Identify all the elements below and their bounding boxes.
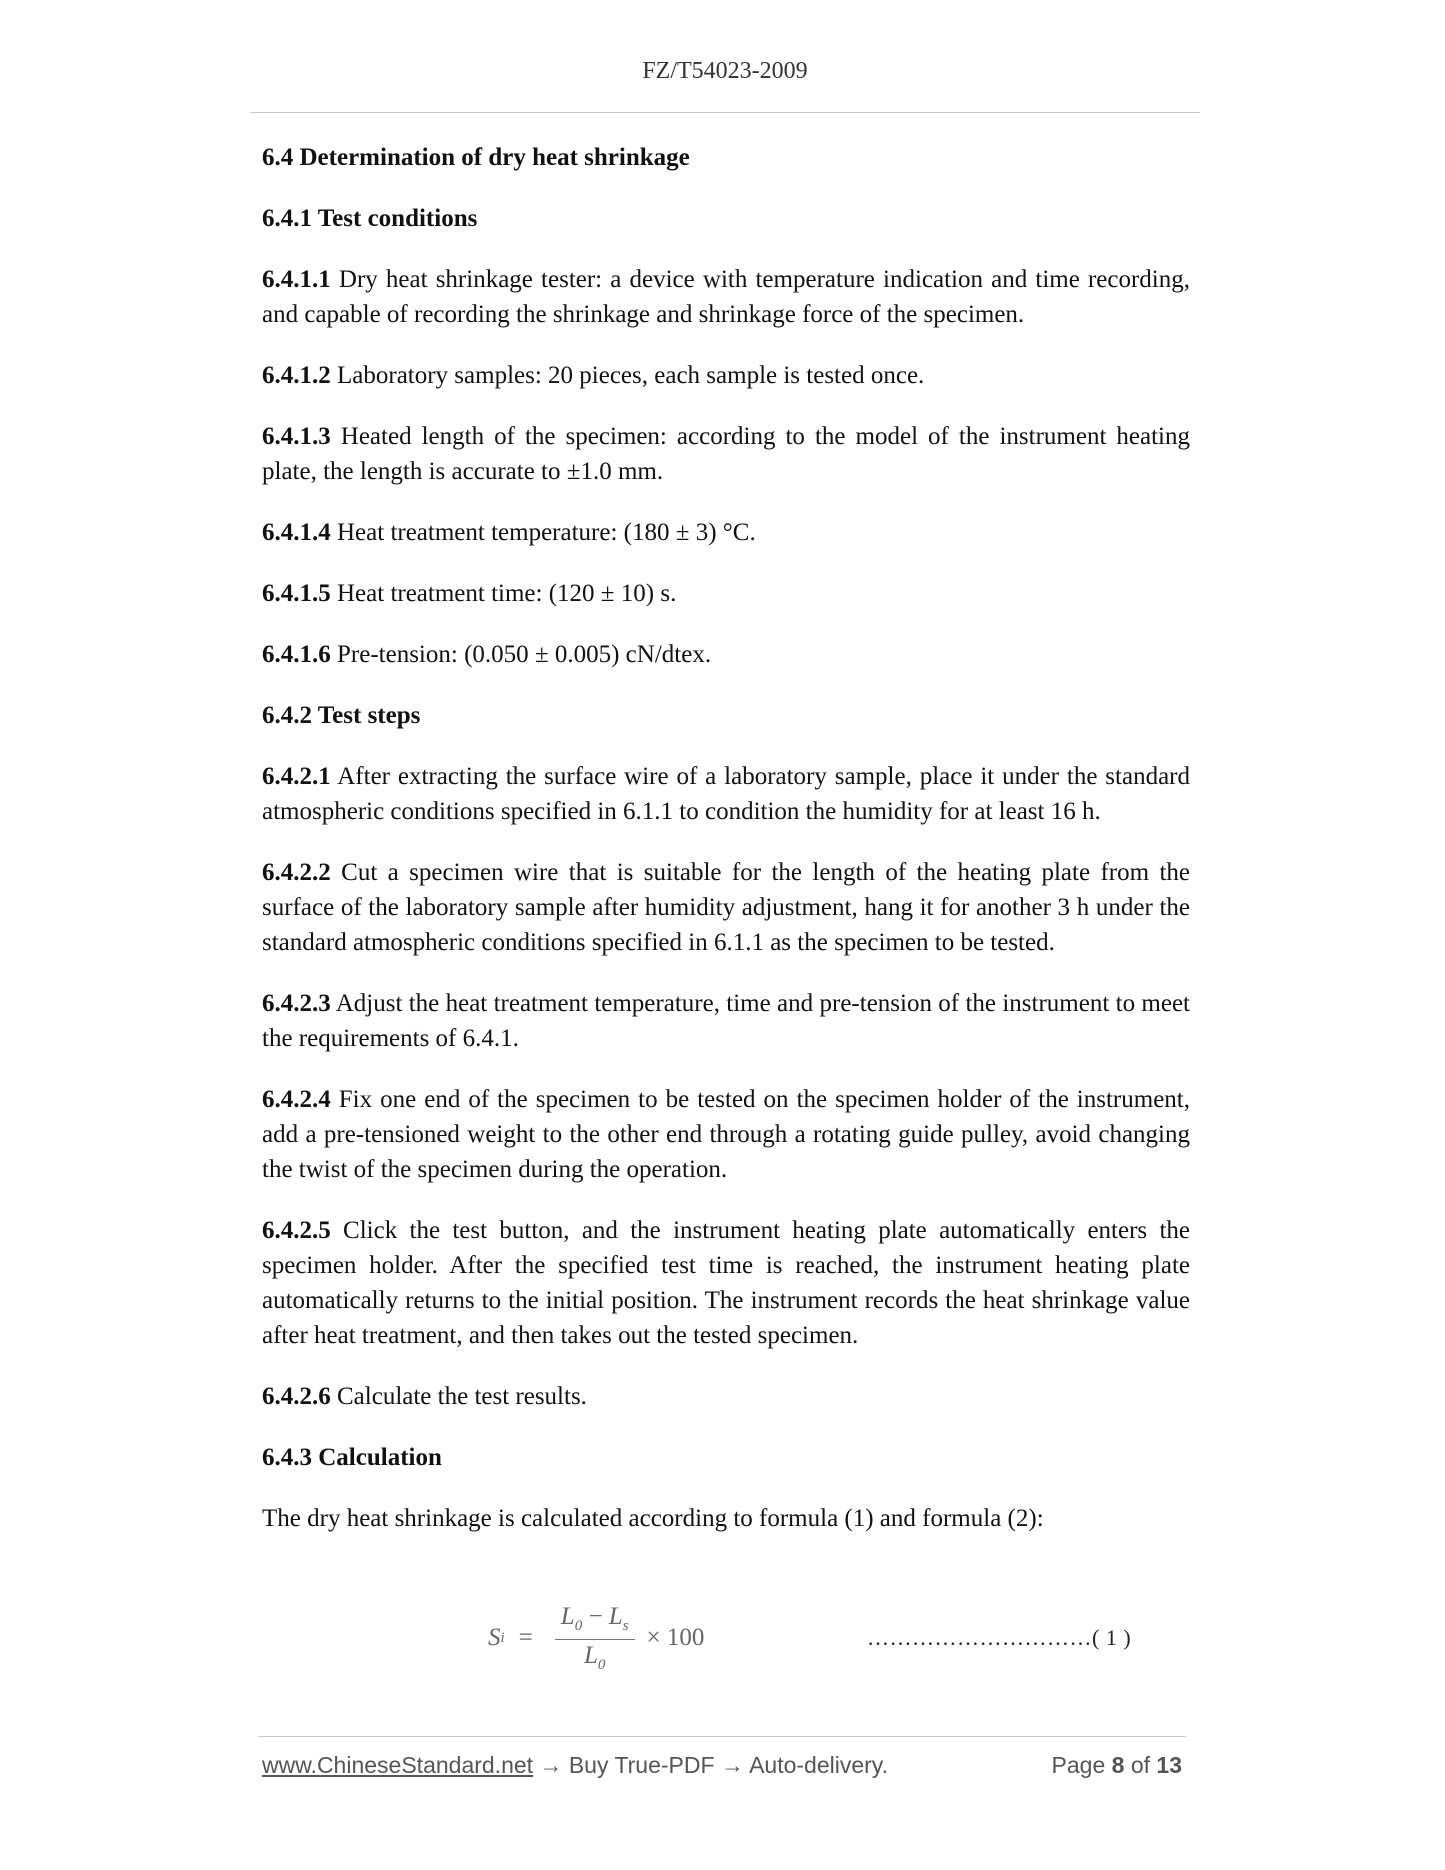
clause-text: Fix one end of the specimen to be tested on the specimen holder of the instrument, add a pre-tensioned weight to the other end through a rotating guide pulley, avoid changing the twist of the specimen during the operation. bbox=[262, 1086, 1190, 1183]
clause-6-4-2-3 bbox=[262, 986, 1190, 1056]
fraction-numerator bbox=[555, 1603, 635, 1640]
site-link[interactable]: www.ChineseStandard.net bbox=[262, 1752, 534, 1778]
clause-number: 6.4.2.2 bbox=[262, 859, 331, 886]
header-divider bbox=[250, 112, 1200, 113]
fraction-denominator bbox=[584, 1640, 605, 1674]
clause-number: 6.4.2.6 bbox=[262, 1383, 331, 1410]
clause-number: 6.4.1.2 bbox=[262, 362, 331, 389]
page-footer bbox=[262, 1752, 1182, 1788]
clause-number: 6.4.1.1 bbox=[262, 266, 331, 293]
clause-number: 6.4.2.3 bbox=[262, 990, 331, 1017]
formula-multiplier: × 100 bbox=[646, 1624, 705, 1651]
clause-text: Dry heat shrinkage tester: a device with temperature indication and time recording, and capable of recording the shrinkage and shrinkage force of the specimen. bbox=[262, 266, 1190, 328]
arrow-icon: → bbox=[714, 1752, 750, 1778]
document-body bbox=[262, 140, 1190, 1562]
clause-text: Heated length of the specimen: according to the model of the instrument heating plate, the length is accurate to ±1.0 mm. bbox=[262, 423, 1190, 485]
page-total: 13 bbox=[1156, 1752, 1182, 1778]
subsection-title-calculation: 6.4.3 Calculation bbox=[262, 1444, 442, 1471]
clause-number: 6.4.2.1 bbox=[262, 763, 331, 790]
formula-1 bbox=[262, 1598, 1190, 1678]
denominator-term: L bbox=[583, 1641, 598, 1669]
delivery-text: Auto-delivery. bbox=[749, 1752, 888, 1778]
clause-text: Heat treatment temperature: (180 ± 3) °C. bbox=[330, 519, 756, 546]
clause-6-4-1-1 bbox=[262, 262, 1190, 332]
clause-6-4-2-1 bbox=[262, 759, 1190, 829]
subsection-title-test-conditions: 6.4.1 Test conditions bbox=[262, 205, 478, 232]
formula-equals: = bbox=[518, 1624, 533, 1651]
clause-text: Adjust the heat treatment temperature, time and pre-tension of the instrument to meet the requirements of 6.4.1. bbox=[262, 990, 1190, 1052]
page-number: 8 bbox=[1111, 1752, 1125, 1778]
clause-6-4-2-4 bbox=[262, 1082, 1190, 1187]
numerator-minus: − bbox=[582, 1602, 609, 1630]
clause-6-4-1-2 bbox=[262, 358, 1190, 393]
page-indicator bbox=[1052, 1752, 1182, 1779]
clause-number: 6.4.1.4 bbox=[262, 519, 331, 546]
clause-6-4-1-5 bbox=[262, 576, 1190, 611]
buy-text: Buy True-PDF bbox=[568, 1752, 715, 1778]
arrow-icon: → bbox=[533, 1752, 569, 1778]
clause-number: 6.4.1.3 bbox=[262, 423, 331, 450]
numerator-term-a: L bbox=[560, 1602, 575, 1630]
clause-text: Pre-tension: (0.050 ± 0.005) cN/dtex. bbox=[330, 641, 712, 668]
footer-divider bbox=[258, 1736, 1186, 1737]
clause-text: Cut a specimen wire that is suitable for the length of the heating plate from the surface of the laboratory sample after humidity adjustment, hang it for another 3 h under the standard atmospheric conditions specified in 6.1.1 as the specimen to be tested. bbox=[262, 859, 1190, 956]
clause-text: Click the test button, and the instrument heating plate automatically enters the specimen holder. After the specified test time is reached, the instrument heating plate automatically returns to the initial position. The instrument records the heat shrinkage value after heat treatment, and then takes out the tested specimen. bbox=[262, 1217, 1190, 1349]
footer-promo bbox=[262, 1752, 888, 1779]
clause-text: Laboratory samples: 20 pieces, each sample is tested once. bbox=[330, 362, 925, 389]
clause-text: Heat treatment time: (120 ± 10) s. bbox=[330, 580, 677, 607]
clause-6-4-1-4 bbox=[262, 515, 1190, 550]
denominator-subscript: 0 bbox=[597, 1656, 606, 1673]
clause-6-4-2-5 bbox=[262, 1213, 1190, 1353]
formula-number-leader: …………………………( 1 ) bbox=[867, 1625, 1132, 1650]
clause-text: After extracting the surface wire of a laboratory sample, place it under the standard atmospheric conditions specified in 6.1.1 to condition the humidity for at least 16 h. bbox=[262, 763, 1190, 825]
numerator-term-b: L bbox=[608, 1602, 623, 1630]
page-label: Page bbox=[1051, 1752, 1112, 1778]
clause-number: 6.4.2.5 bbox=[262, 1217, 331, 1244]
clause-text: Calculate the test results. bbox=[330, 1383, 587, 1410]
of-label: of bbox=[1124, 1752, 1157, 1778]
clause-number: 6.4.2.4 bbox=[262, 1086, 331, 1113]
formula-expression bbox=[488, 1598, 704, 1678]
numerator-term-b-subscript: s bbox=[622, 1617, 629, 1634]
formula-lhs: S bbox=[488, 1624, 501, 1651]
document-id-header: FZ/T54023-2009 bbox=[642, 58, 808, 84]
clause-number: 6.4.1.6 bbox=[262, 641, 331, 668]
subsection-title-test-steps: 6.4.2 Test steps bbox=[262, 702, 421, 729]
formula-lhs-subscript: i bbox=[500, 1629, 505, 1646]
calculation-intro: The dry heat shrinkage is calculated according to formula (1) and formula (2): bbox=[262, 1505, 1044, 1532]
section-title: 6.4 Determination of dry heat shrinkage bbox=[262, 144, 690, 171]
clause-6-4-1-3 bbox=[262, 419, 1190, 489]
clause-6-4-2-6 bbox=[262, 1379, 1190, 1414]
clause-6-4-2-2 bbox=[262, 855, 1190, 960]
clause-6-4-1-6 bbox=[262, 637, 1190, 672]
formula-fraction bbox=[555, 1603, 635, 1674]
numerator-term-a-subscript: 0 bbox=[574, 1617, 583, 1634]
clause-number: 6.4.1.5 bbox=[262, 580, 331, 607]
